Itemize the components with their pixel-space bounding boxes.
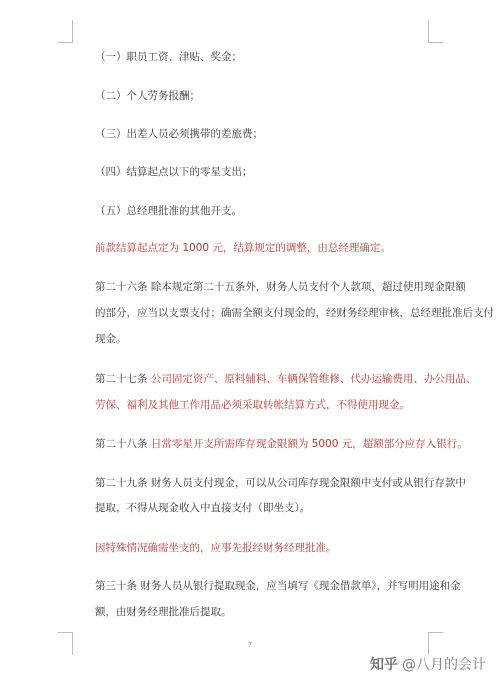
list-item-2: （二）个人劳务报酬； — [95, 90, 200, 102]
article-27-line-2: 劳保、福利及其他工作用品必须采取转帐结算方式，不得使用现金。 — [95, 399, 410, 411]
article-29-line-2: 提取，不得从现金收入中直接支付（即坐支）。 — [95, 502, 311, 514]
list-item-5: （五）总经理批准的其他开支。 — [95, 205, 242, 217]
article-29-line-1: 第二十九条 财务人员支付现金，可以从公司库存现金限额中支付或从银行存款中 — [95, 477, 466, 489]
article-27-line-1 — [95, 371, 476, 386]
note-settlement-threshold: 前款结算起点定为 1000 元，结算规定的调整，由总经理确定。 — [95, 242, 391, 254]
watermark-author: @八月的会计 — [402, 657, 486, 673]
list-item-4: （四）结算起点以下的零星支出； — [95, 166, 253, 178]
article-28-text: 日常零星开支所需库存现金限额为 5000 元，超额部分应存入银行。 — [150, 438, 468, 450]
article-27-number: 第二十七条 — [95, 373, 151, 385]
article-26-line-2: 的部分，应当以支票支付；确需全额支付现金的，经财务经理审核，总经理批准后支付 — [95, 307, 494, 319]
crop-mark-top-left — [58, 20, 73, 43]
article-26-line-1: 第二十六条 除本规定第二十五条外，财务人员支付个人款项，超过使用现金限额 — [95, 281, 466, 293]
article-28 — [95, 436, 468, 451]
list-item-1: （一）职员工资、津贴、奖金； — [95, 51, 242, 63]
article-28-number: 第二十八条 — [95, 438, 151, 450]
crop-mark-top-right — [428, 20, 443, 43]
zhihu-logo: 知乎 — [370, 657, 398, 673]
article-26-line-3: 现金。 — [95, 333, 127, 345]
page-number: 7 — [247, 641, 253, 649]
article-27-text: 公司固定资产、原料辅料、车辆保管维修、代办运输费用、办公用品、 — [150, 373, 477, 385]
note-sitting-payment: 因特殊情况确需坐支的，应事先报经财务经理批准。 — [95, 542, 337, 554]
list-item-3: （三）出差人员必须携带的差旅费； — [95, 128, 263, 140]
article-30-line-2: 额，由财务经理批准后提取。 — [95, 606, 232, 618]
watermark — [370, 654, 486, 674]
article-30-line-1: 第三十条 财务人员从银行提取现金，应当填写《现金借款单》，并写明用途和金 — [95, 580, 461, 592]
